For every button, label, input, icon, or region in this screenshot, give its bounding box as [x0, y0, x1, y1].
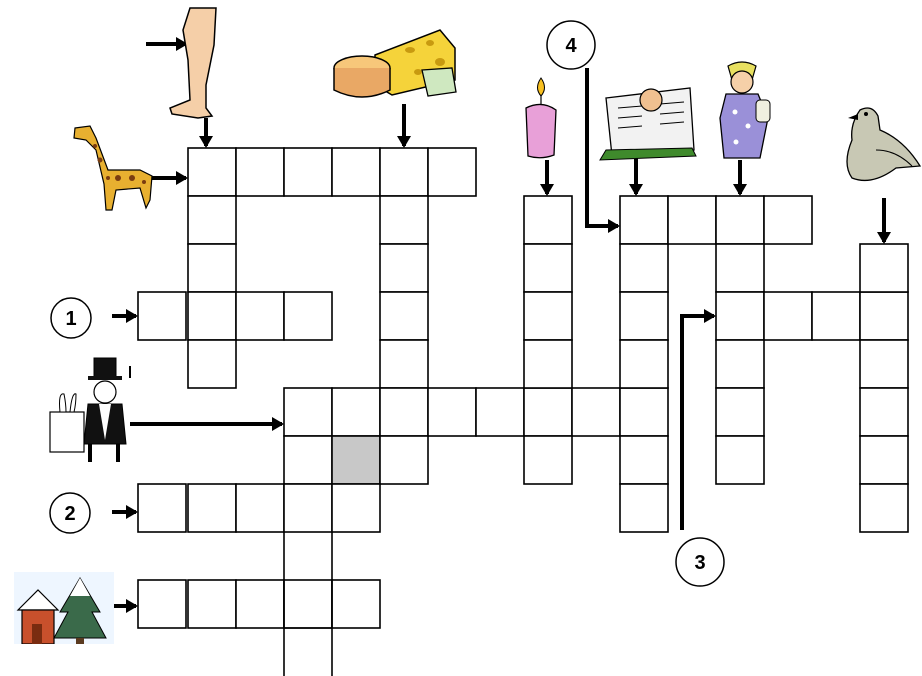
- crossword-cell[interactable]: [860, 244, 908, 292]
- crossword-grid: [138, 148, 908, 628]
- svg-text:2: 2: [64, 503, 76, 525]
- arrow-icon: [146, 37, 188, 51]
- crossword-cell[interactable]: [524, 388, 572, 436]
- crossword-cell[interactable]: [236, 292, 284, 340]
- arrow-icon: [397, 104, 411, 148]
- crossword-cell[interactable]: [428, 148, 476, 196]
- crossword-cell[interactable]: [620, 484, 668, 532]
- clue-number-3: [676, 538, 724, 586]
- leg-icon: [170, 8, 216, 118]
- clue-number-1: [51, 298, 91, 338]
- crossword-cell[interactable]: [188, 196, 236, 244]
- crossword-cell[interactable]: [764, 292, 812, 340]
- crossword-cell[interactable]: [860, 436, 908, 484]
- person-in-pajamas-icon: [720, 62, 770, 158]
- crossword-cell[interactable]: [332, 484, 380, 532]
- crossword-cell[interactable]: [332, 148, 380, 196]
- crossword-cell[interactable]: [332, 436, 380, 484]
- svg-text:3: 3: [694, 552, 706, 574]
- crossword-cell[interactable]: [380, 148, 428, 196]
- crossword-cell[interactable]: [572, 388, 620, 436]
- arrow-icon: [733, 160, 747, 196]
- crossword-cell[interactable]: [860, 388, 908, 436]
- crossword-cell[interactable]: [524, 196, 572, 244]
- man-reading-newspaper-icon: [600, 88, 696, 160]
- crossword-cell[interactable]: [716, 436, 764, 484]
- crossword-cell[interactable]: [620, 388, 668, 436]
- crossword-cell[interactable]: [476, 388, 524, 436]
- crossword-cell[interactable]: [284, 436, 332, 484]
- crossword-cell[interactable]: [332, 580, 380, 628]
- crossword-cell[interactable]: [764, 196, 812, 244]
- arrow-icon: [112, 309, 138, 323]
- magician-icon: [50, 358, 130, 462]
- crossword-cell[interactable]: [380, 292, 428, 340]
- crossword-cell[interactable]: [284, 388, 332, 436]
- crossword-cell[interactable]: [380, 244, 428, 292]
- crossword-cell[interactable]: [284, 484, 332, 532]
- crossword-cell[interactable]: [332, 388, 380, 436]
- crossword-cell[interactable]: [716, 292, 764, 340]
- crossword-cell[interactable]: [716, 196, 764, 244]
- crossword-cell[interactable]: [236, 580, 284, 628]
- crossword-cell[interactable]: [812, 292, 860, 340]
- pigeon-icon: [847, 108, 920, 180]
- crossword-cell[interactable]: [380, 340, 428, 388]
- crossword-cell[interactable]: [236, 148, 284, 196]
- arrow-icon: [130, 417, 284, 431]
- crossword-cell[interactable]: [620, 292, 668, 340]
- arrow-icon: [112, 505, 138, 519]
- crossword-cell[interactable]: [188, 244, 236, 292]
- arrow-icon: [682, 309, 716, 530]
- crossword-cell[interactable]: [138, 580, 186, 628]
- crossword-cell[interactable]: [860, 340, 908, 388]
- crossword-cell[interactable]: [284, 580, 332, 628]
- crossword-cell[interactable]: [284, 292, 332, 340]
- giraffe-icon: [74, 126, 152, 210]
- crossword-cell[interactable]: [138, 292, 186, 340]
- svg-text:4: 4: [565, 35, 577, 57]
- crossword-cell[interactable]: [380, 436, 428, 484]
- crossword-cell[interactable]: [380, 196, 428, 244]
- crossword-cell[interactable]: [860, 484, 908, 532]
- arrow-icon: [150, 171, 188, 185]
- crossword-cell[interactable]: [716, 244, 764, 292]
- arrow-icon: [199, 118, 213, 148]
- crossword-cell[interactable]: [620, 244, 668, 292]
- arrow-icon: [540, 160, 554, 196]
- crossword-cell[interactable]: [716, 388, 764, 436]
- candle-icon: [526, 78, 556, 158]
- crossword-cell[interactable]: [620, 436, 668, 484]
- crossword-cell[interactable]: [188, 292, 236, 340]
- crossword-cell[interactable]: [524, 340, 572, 388]
- crossword-cell[interactable]: [428, 388, 476, 436]
- svg-text:1: 1: [65, 308, 77, 330]
- crossword-cell[interactable]: [524, 436, 572, 484]
- crossword-cell[interactable]: [524, 292, 572, 340]
- arrow-icon: [877, 198, 891, 244]
- crossword-cell[interactable]: [188, 580, 236, 628]
- crossword-cell[interactable]: [138, 484, 186, 532]
- crossword-cell[interactable]: [668, 196, 716, 244]
- crossword-cell[interactable]: [860, 292, 908, 340]
- crossword-cell[interactable]: [284, 148, 332, 196]
- cheese-icon: [334, 30, 456, 97]
- clue-number-2: [50, 493, 90, 533]
- crossword-cell[interactable]: [620, 196, 668, 244]
- crossword-cell[interactable]: [620, 340, 668, 388]
- arrow-icon: [629, 158, 643, 196]
- crossword-cell[interactable]: [716, 340, 764, 388]
- crossword-cell[interactable]: [188, 484, 236, 532]
- crossword-cell[interactable]: [380, 388, 428, 436]
- crossword-cell[interactable]: [524, 244, 572, 292]
- crossword-cell[interactable]: [188, 148, 236, 196]
- snowy-house-icon: [14, 572, 114, 654]
- crossword-cell[interactable]: [188, 340, 236, 388]
- crossword-cell[interactable]: [236, 484, 284, 532]
- clue-number-4: [547, 21, 595, 69]
